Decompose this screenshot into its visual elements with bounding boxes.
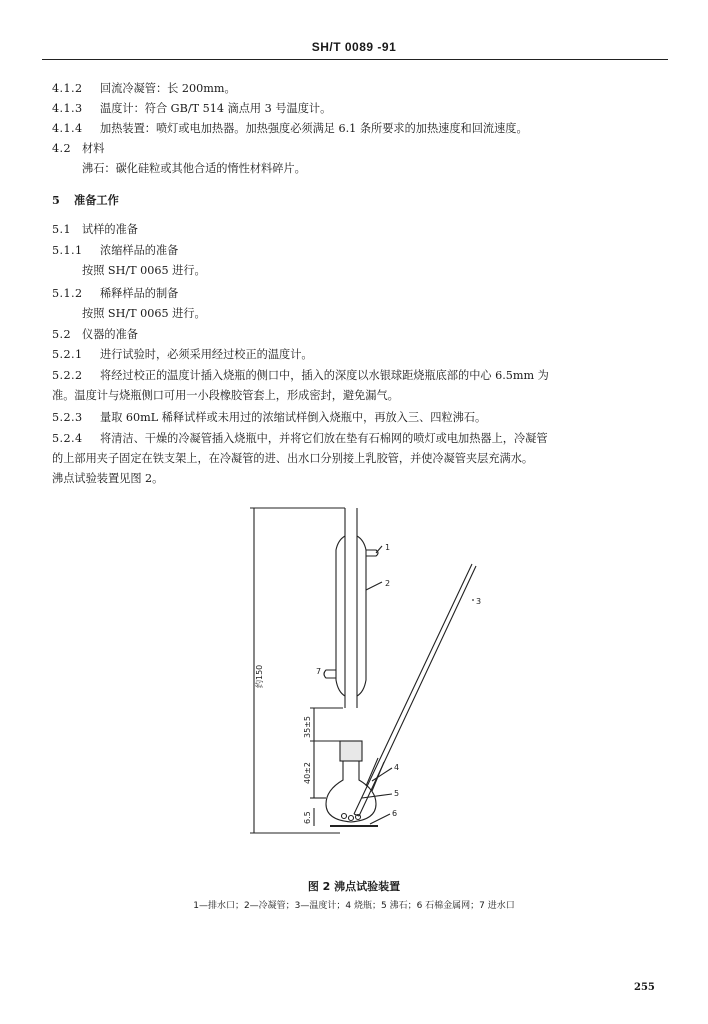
marker-2: 2 xyxy=(385,579,391,588)
text-line: 4.1.4 加热装置：喷灯或电加热器。加热强度必须满足 6.1 条所要求的加热速度和回流速度。 xyxy=(52,122,528,135)
header-rule xyxy=(42,59,668,60)
text-line: 4.1.3 温度计：符合 GB/T 514 滴点用 3 号温度计。 xyxy=(52,102,332,115)
text-line: 4.2 材料 xyxy=(52,142,105,155)
dimension-label-upper: 35±5 xyxy=(303,716,312,738)
condenser-jacket xyxy=(336,536,366,696)
leader-5 xyxy=(362,794,392,798)
text-line: 按照 SH/T 0065 进行。 xyxy=(82,264,206,277)
water-inlet xyxy=(324,670,336,678)
section-heading: 5 准备工作 xyxy=(52,193,119,207)
marker-7: 7 xyxy=(316,667,322,676)
boiling-stone xyxy=(342,814,347,819)
thermometer xyxy=(354,564,476,816)
text-line: 5.2.4 将清洁、干燥的冷凝管插入烧瓶中，并将它们放在垫有石棉网的喷灯或电加热器上，冷凝管 xyxy=(52,432,548,445)
marker-4: 4 xyxy=(394,763,400,772)
leader-1 xyxy=(376,546,382,553)
text-line: 5.2 仪器的准备 xyxy=(52,328,138,341)
text-line: 5.1.2 稀释样品的制备 xyxy=(52,287,179,300)
leader-6 xyxy=(370,814,390,824)
text-line: 沸石：碳化硅粒或其他合适的惰性材料碎片。 xyxy=(82,162,306,175)
dimension-label-low: 6.5 xyxy=(303,811,312,824)
text-line: 的上部用夹子固定在铁支架上，在冷凝管的进、出水口分别接上乳胶管，并使冷凝管夹层充满水。 xyxy=(52,452,534,465)
text-line: 按照 SH/T 0065 进行。 xyxy=(82,307,206,320)
page-number: 255 xyxy=(634,982,655,993)
boiling-stone xyxy=(349,816,354,821)
text-line: 5.2.3 量取 60mL 稀释试样或未用过的浓缩试样倒入烧瓶中，再放入三、四粒沸石。 xyxy=(52,411,487,424)
stopper xyxy=(340,741,362,761)
text-line: 5.1 试样的准备 xyxy=(52,223,138,236)
marker-6: 6 xyxy=(392,809,398,818)
text-line: 5.2.2 将经过校正的温度计插入烧瓶的侧口中，插入的深度以水银球距烧瓶底部的中心 6.5mm 为 xyxy=(52,369,549,382)
dimension-label-mid: 40±2 xyxy=(303,762,312,784)
condenser-inner-tube xyxy=(345,508,357,708)
dimension-label-total: 约150 xyxy=(255,664,264,688)
flask xyxy=(326,761,376,822)
figure-legend: 1—排水口；2—冷凝管；3—温度计；4 烧瓶；5 沸石；6 石棉金属网；7 进水口 xyxy=(193,901,515,911)
text-line: 4.1.2 回流冷凝管：长 200mm。 xyxy=(52,82,236,95)
marker-5: 5 xyxy=(394,789,400,798)
document-header-code: SH/T 0089 -91 xyxy=(311,40,397,54)
marker-1: 1 xyxy=(385,543,391,552)
text-line: 5.1.1 浓缩样品的准备 xyxy=(52,244,179,257)
text-line: 沸点试验装置见图 2。 xyxy=(52,472,164,485)
text-line: 5.2.1 进行试验时，必须采用经过校正的温度计。 xyxy=(52,348,313,361)
boiling-point-apparatus-figure xyxy=(230,498,500,838)
figure-caption: 图 2 沸点试验装置 xyxy=(307,880,401,893)
text-line: 准。温度计与烧瓶侧口可用一小段橡胶管套上，形成密封，避免漏气。 xyxy=(52,389,399,402)
marker-3: 3 xyxy=(476,597,482,606)
leader-2 xyxy=(366,582,382,590)
